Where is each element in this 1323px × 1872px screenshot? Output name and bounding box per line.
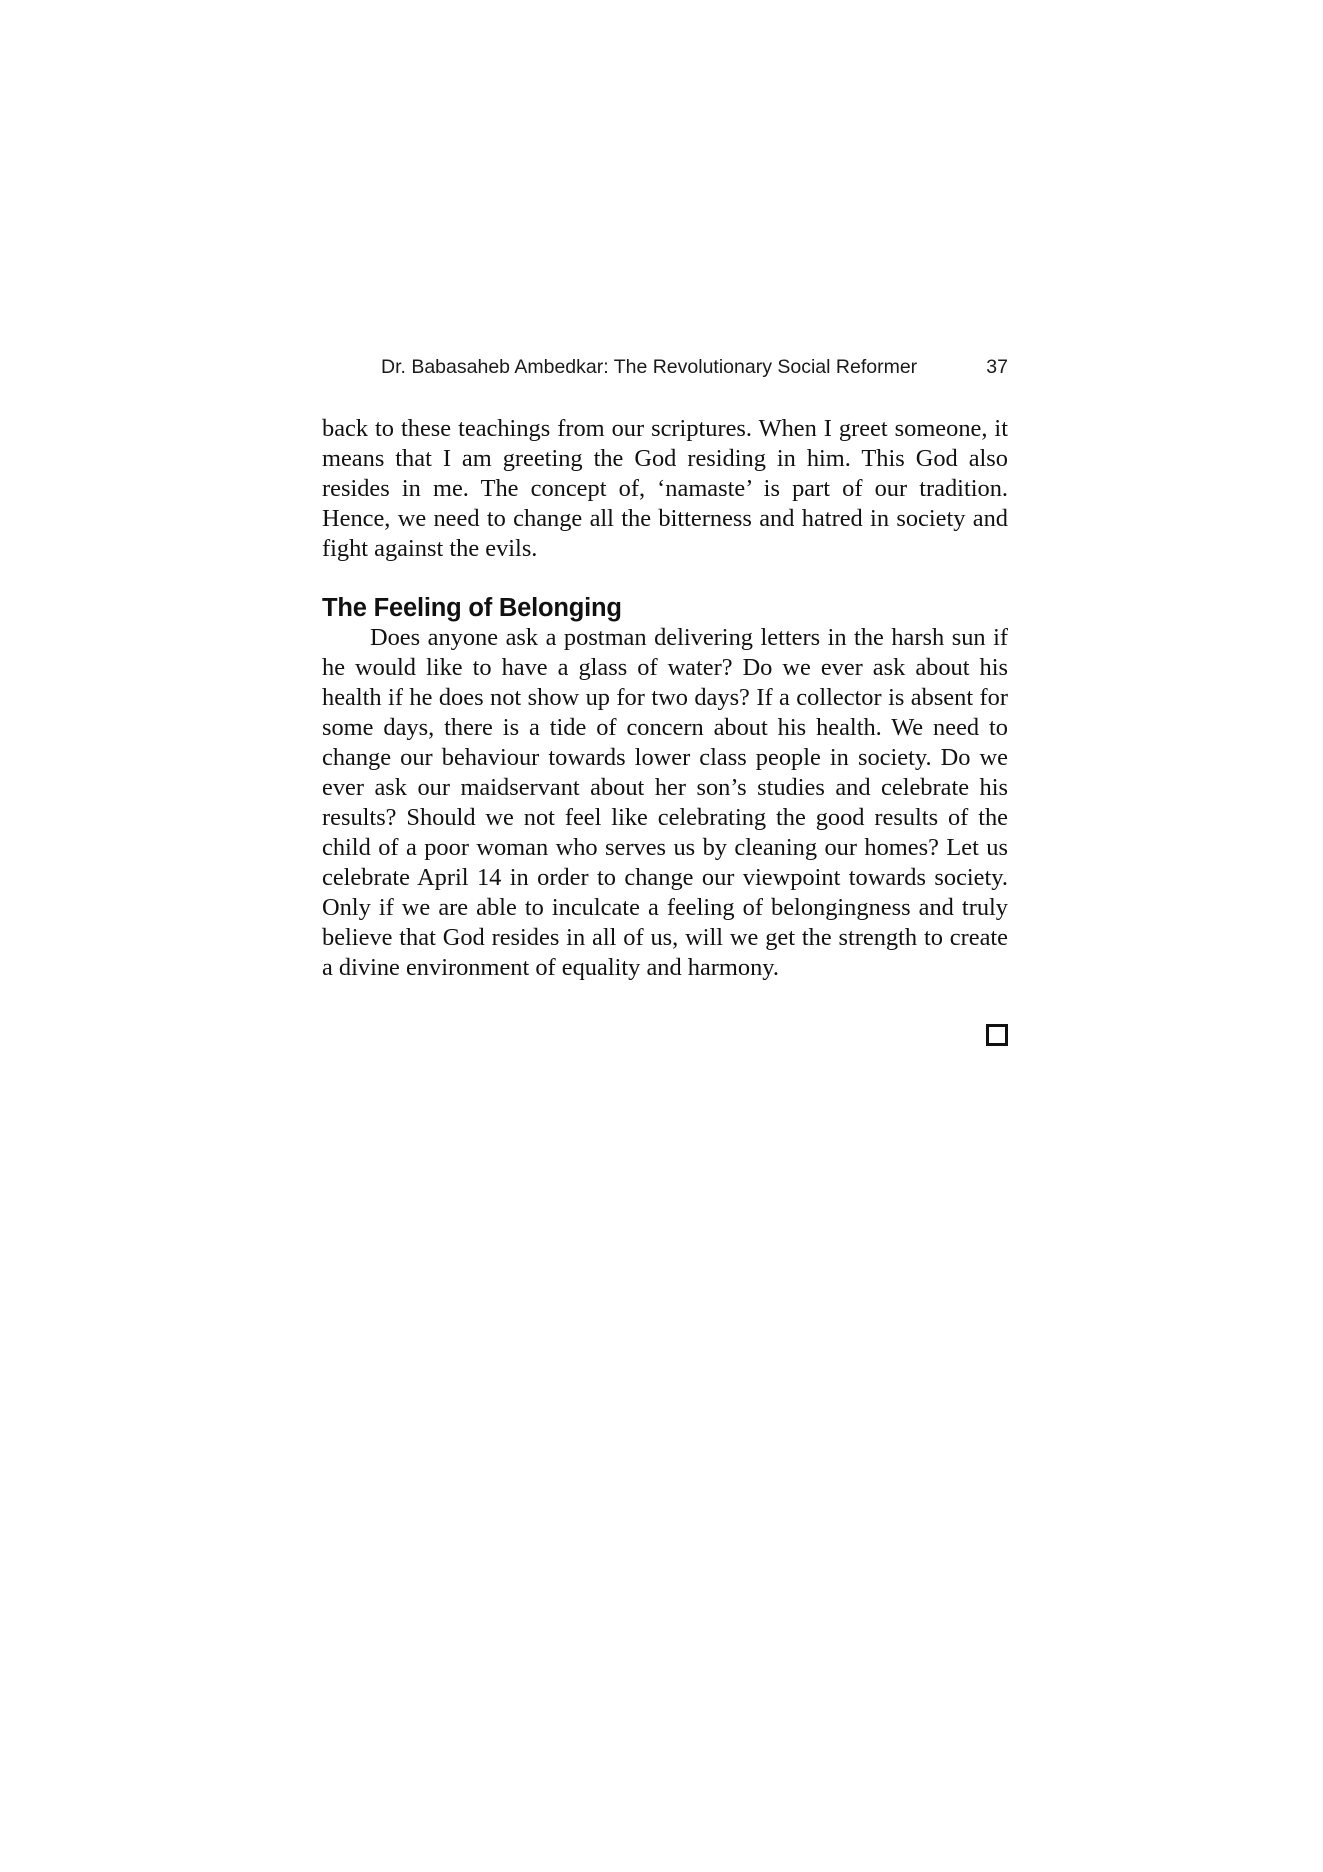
body-text — [322, 414, 1008, 983]
running-title: Dr. Babasaheb Ambedkar: The Revolutionary Social Reformer — [381, 356, 918, 378]
opening-paragraph: back to these teachings from our scriptures. When I greet someone, it means that I am greeting the God residing in him. This God also resides in me. The concept of, ‘namaste’ is part of our tradition. Hence, we need to change all the bitterness and hatred in society and fight against the evils. — [322, 415, 1008, 562]
section-paragraph: Does anyone ask a postman delivering letters in the harsh sun if he would like to have a glass of water? Do we ever ask about his health if he does not show up for two days? If a collector is absent for some days, there is a tide of concern about his health. We need to change our behaviour towards lower class people in society. Do we ever ask our maidservant about her son’s studies and celebrate his results? Should we not feel like celebrating the good results of the child of a poor woman who serves us by cleaning our homes? Let us celebrate April 14 in order to change our viewpoint towards society. Only if we are able to inculcate a feeling of belongingness and truly believe that God resides in all of us, will we get the strength to create a divine environment of equality and harmony. — [322, 624, 1008, 981]
running-header — [322, 356, 1008, 384]
page-number: 37 — [986, 356, 1008, 378]
section-heading: The Feeling of Belonging — [322, 594, 622, 622]
end-of-article-square-icon — [986, 1024, 1008, 1046]
